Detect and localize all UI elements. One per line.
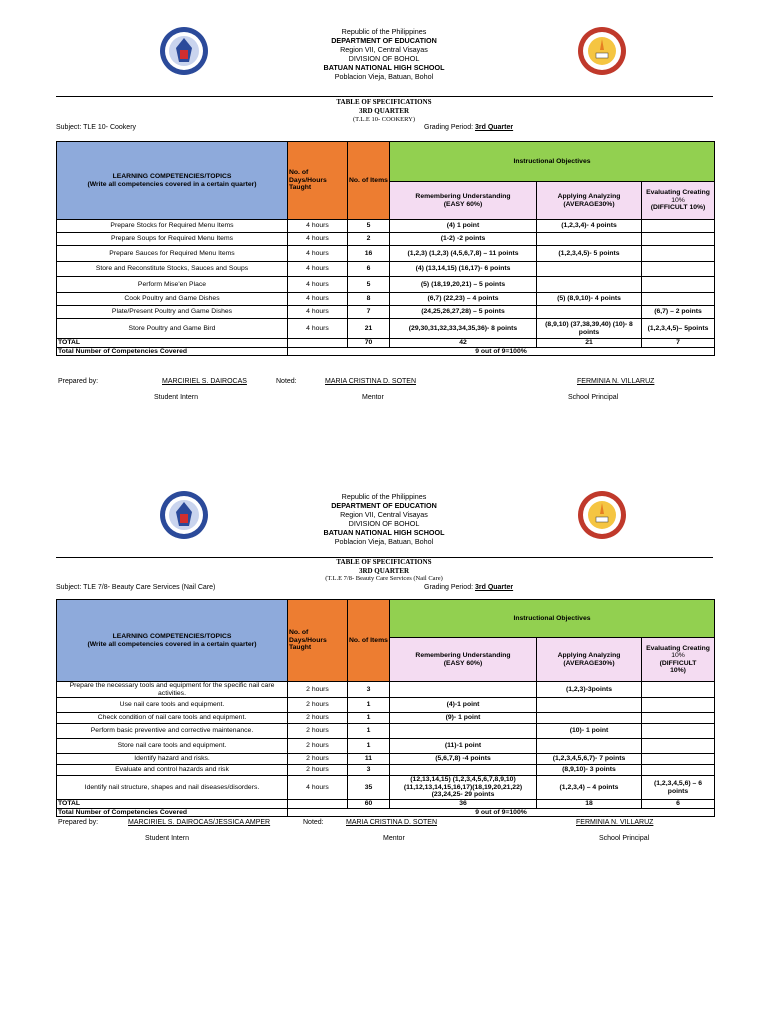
principal-name: FERMINIA N. VILLARUZ <box>577 378 655 385</box>
school-header <box>250 27 518 81</box>
tos-subtitle: (T.L.E 10- COOKERY) <box>353 116 415 123</box>
days-cell: 2 hours <box>288 765 348 776</box>
items-cell: 1 <box>348 713 390 724</box>
evaluating-cell <box>642 262 715 277</box>
header-applying: Applying Analyzing (AVERAGE30%) <box>537 182 642 220</box>
competency-cell: Prepare the necessary tools and equipment for the specific nail care activities. <box>57 682 288 698</box>
competency-cell: Perform basic preventive and corrective maintenance. <box>57 724 288 739</box>
remembering-cell: (24,25,26,27,28) – 5 points <box>390 306 537 319</box>
evaluating-cell <box>642 293 715 306</box>
table-row <box>57 277 715 293</box>
deped-line: DEPARTMENT OF EDUCATION <box>331 36 437 45</box>
prepared-name: MARCIRIEL S. DAIROCAS/JESSICA AMPER <box>128 819 271 826</box>
header-objectives: Instructional Objectives <box>390 142 715 182</box>
evaluating-cell <box>642 233 715 246</box>
tos-table <box>56 141 715 356</box>
tos-title: TABLE OF SPECIFICATIONS <box>336 558 432 566</box>
items-cell: 3 <box>348 765 390 776</box>
division-line: DIVISION OF BOHOL <box>348 54 420 63</box>
evaluating-cell <box>642 765 715 776</box>
principal-name: FERMINIA N. VILLARUZ <box>576 819 654 826</box>
prepared-label: Prepared by: <box>58 819 99 826</box>
applying-cell <box>537 262 642 277</box>
table-row <box>57 262 715 277</box>
items-cell: 5 <box>348 220 390 233</box>
evaluating-cell <box>642 754 715 765</box>
days-cell: 4 hours <box>288 306 348 319</box>
competency-cell: Prepare Sauces for Required Menu Items <box>57 246 288 262</box>
quarter-title: 3RD QUARTER <box>358 567 410 575</box>
evaluating-cell <box>642 739 715 754</box>
table-row <box>57 739 715 754</box>
header-days: No. of Days/Hours Taught <box>288 142 348 220</box>
competencies-covered-row: Total Number of Competencies Covered 9 out of 9=100% <box>57 808 715 817</box>
header-competencies: LEARNING COMPETENCIES/TOPICS (Write all competencies covered in a certain quarter) <box>57 142 288 220</box>
tos-table <box>56 599 715 817</box>
evaluating-cell <box>642 724 715 739</box>
days-cell: 2 hours <box>288 754 348 765</box>
evaluating-cell: (1,2,3,4,5,6) – 6 points <box>642 776 715 800</box>
applying-cell: (1,2,3)-3points <box>537 682 642 698</box>
evaluating-cell <box>642 277 715 293</box>
grading-period <box>424 584 513 591</box>
applying-cell: (8,9,10)- 3 points <box>537 765 642 776</box>
mentor-name: MARIA CRISTINA D. SOTEN <box>346 819 438 826</box>
applying-cell <box>537 233 642 246</box>
applying-cell: (1,2,3,4)- 4 points <box>537 220 642 233</box>
competency-cell: Store Poultry and Game Bird <box>57 319 288 339</box>
school-seal-logo <box>577 26 627 76</box>
noted-label: Noted: <box>276 378 297 385</box>
region-line: Region VII, Central Visayas <box>340 510 428 519</box>
school-name: BATUAN NATIONAL HIGH SCHOOL <box>323 528 445 537</box>
days-cell: 4 hours <box>288 277 348 293</box>
mentor-role: Mentor <box>383 835 405 842</box>
applying-cell <box>537 277 642 293</box>
competency-cell: Perform Mise'en Place <box>57 277 288 293</box>
school-address: Poblacion Vieja, Batuan, Bohol <box>334 537 434 546</box>
competency-cell: Prepare Soups for Required Menu Items <box>57 233 288 246</box>
table-row <box>57 220 715 233</box>
header-applying: Applying Analyzing (AVERAGE30%) <box>537 638 642 682</box>
deped-seal-logo <box>159 490 209 540</box>
intern-role: Student Intern <box>154 394 198 401</box>
quarter-title: 3RD QUARTER <box>358 107 410 115</box>
days-cell: 4 hours <box>288 220 348 233</box>
items-cell: 11 <box>348 754 390 765</box>
remembering-cell: (29,30,31,32,33,34,35,36)- 8 points <box>390 319 537 339</box>
division-line: DIVISION OF BOHOL <box>348 519 420 528</box>
table-row <box>57 293 715 306</box>
competency-cell: Evaluate and control hazards and risk <box>57 765 288 776</box>
header-days: No. of Days/Hours Taught <box>288 600 348 682</box>
grading-label: Grading Period: <box>424 124 474 131</box>
tos-subtitle: (T.L.E 7/8- Beauty Care Services (Nail Care) <box>325 575 443 582</box>
principal-role: School Principal <box>599 835 650 842</box>
header-evaluating: Evaluating Creating 10% (DIFFICULT 10%) <box>642 638 715 682</box>
competency-cell: Identify hazard and risks. <box>57 754 288 765</box>
deped-seal-logo <box>159 26 209 76</box>
table-row <box>57 724 715 739</box>
remembering-cell: (4)-1 point <box>390 698 537 713</box>
applying-cell: (1,2,3,4) – 4 points <box>537 776 642 800</box>
remembering-cell <box>390 682 537 698</box>
header-items: No. of Items <box>348 142 390 220</box>
remembering-cell: (1,2,3) (1,2,3) (4,5,6,7,8) – 11 points <box>390 246 537 262</box>
school-header <box>250 492 518 546</box>
items-cell: 16 <box>348 246 390 262</box>
school-name: BATUAN NATIONAL HIGH SCHOOL <box>323 63 445 72</box>
header-items: No. of Items <box>348 600 390 682</box>
evaluating-cell: (1,2,3,4,5)– 5points <box>642 319 715 339</box>
remembering-cell: (11)-1 point <box>390 739 537 754</box>
total-row: TOTAL 70 42 21 7 <box>57 339 715 348</box>
table-row <box>57 682 715 698</box>
competency-cell: Store nail care tools and equipment. <box>57 739 288 754</box>
table-row <box>57 319 715 339</box>
items-cell: 21 <box>348 319 390 339</box>
items-cell: 5 <box>348 277 390 293</box>
remembering-cell: (6,7) (22,23) – 4 points <box>390 293 537 306</box>
remembering-cell <box>390 724 537 739</box>
tos-title: TABLE OF SPECIFICATIONS <box>336 98 432 106</box>
days-cell: 2 hours <box>288 698 348 713</box>
header-remembering: Remembering Understanding (EASY 60%) <box>390 182 537 220</box>
mentor-name: MARIA CRISTINA D. SOTEN <box>325 378 417 385</box>
competency-cell: Use nail care tools and equipment. <box>57 698 288 713</box>
applying-cell: (8,9,10) (37,38,39,40) (10)- 8 points <box>537 319 642 339</box>
table-row <box>57 246 715 262</box>
items-cell: 8 <box>348 293 390 306</box>
competency-cell: Plate/Present Poultry and Game Dishes <box>57 306 288 319</box>
items-cell: 7 <box>348 306 390 319</box>
total-row: TOTAL 60 36 18 6 <box>57 800 715 809</box>
remembering-cell: (4) (13,14,15) (16,17)- 6 points <box>390 262 537 277</box>
remembering-cell: (12,13,14,15) (1,2,3,4,5,6,7,8,9,10) (11,12,13,14,15,16,17)(18,19,20,21,22) (23,24,25- 29 points <box>390 776 537 800</box>
school-seal-logo <box>577 490 627 540</box>
items-cell: 1 <box>348 724 390 739</box>
grading-period <box>424 124 513 131</box>
items-cell: 35 <box>348 776 390 800</box>
competency-cell: Cook Poultry and Game Dishes <box>57 293 288 306</box>
intern-role: Student Intern <box>145 835 189 842</box>
days-cell: 4 hours <box>288 293 348 306</box>
remembering-cell: (5,6,7,8) -4 points <box>390 754 537 765</box>
competency-cell: Store and Reconstitute Stocks, Sauces and Soups <box>57 262 288 277</box>
applying-cell: (5) (8,9,10)- 4 points <box>537 293 642 306</box>
principal-role: School Principal <box>568 394 619 401</box>
table-row <box>57 713 715 724</box>
header-divider <box>56 96 713 97</box>
evaluating-cell <box>642 713 715 724</box>
applying-cell: (1,2,3,4,5)- 5 points <box>537 246 642 262</box>
competency-cell: Prepare Stocks for Required Menu Items <box>57 220 288 233</box>
applying-cell <box>537 698 642 713</box>
mentor-role: Mentor <box>362 394 384 401</box>
table-row <box>57 233 715 246</box>
subject-label: Subject: TLE 7/8- Beauty Care Services (Nail Care) <box>56 584 216 591</box>
days-cell: 2 hours <box>288 739 348 754</box>
table-row <box>57 776 715 800</box>
region-line: Region VII, Central Visayas <box>340 45 428 54</box>
table-row <box>57 698 715 713</box>
items-cell: 2 <box>348 233 390 246</box>
header-remembering: Remembering Understanding (EASY 60%) <box>390 638 537 682</box>
table-row <box>57 754 715 765</box>
evaluating-cell <box>642 682 715 698</box>
applying-cell <box>537 739 642 754</box>
days-cell: 2 hours <box>288 713 348 724</box>
remembering-cell <box>390 765 537 776</box>
evaluating-cell <box>642 220 715 233</box>
competencies-covered-row: Total Number of Competencies Covered 9 out of 9=100% <box>57 347 715 356</box>
grading-value: 3rd Quarter <box>474 124 514 131</box>
prepared-name: MARCIRIEL S. DAIROCAS <box>162 378 247 385</box>
days-cell: 4 hours <box>288 246 348 262</box>
header-evaluating: Evaluating Creating 10% (DIFFICULT 10%) <box>642 182 715 220</box>
days-cell: 4 hours <box>288 319 348 339</box>
items-cell: 1 <box>348 698 390 713</box>
items-cell: 6 <box>348 262 390 277</box>
days-cell: 2 hours <box>288 724 348 739</box>
grading-value: 3rd Quarter <box>474 584 514 591</box>
days-cell: 2 hours <box>288 682 348 698</box>
remembering-cell: (1-2) -2 points <box>390 233 537 246</box>
days-cell: 4 hours <box>288 233 348 246</box>
applying-cell <box>537 306 642 319</box>
remembering-cell: (5) (18,19,20,21) – 5 points <box>390 277 537 293</box>
evaluating-cell <box>642 246 715 262</box>
items-cell: 3 <box>348 682 390 698</box>
table-row <box>57 306 715 319</box>
applying-cell <box>537 713 642 724</box>
applying-cell: (10)- 1 point <box>537 724 642 739</box>
grading-label: Grading Period: <box>424 584 474 591</box>
remembering-cell: (9)- 1 point <box>390 713 537 724</box>
evaluating-cell: (6,7) – 2 points <box>642 306 715 319</box>
prepared-label: Prepared by: <box>58 378 99 385</box>
competency-cell: Identify nail structure, shapes and nail diseases/disorders. <box>57 776 288 800</box>
republic-line: Republic of the Philippines <box>341 27 427 36</box>
remembering-cell: (4) 1 point <box>390 220 537 233</box>
noted-label: Noted: <box>303 819 324 826</box>
evaluating-cell <box>642 698 715 713</box>
days-cell: 4 hours <box>288 262 348 277</box>
deped-line: DEPARTMENT OF EDUCATION <box>331 501 437 510</box>
applying-cell: (1,2,3,4,5,6,7)- 7 points <box>537 754 642 765</box>
header-competencies: LEARNING COMPETENCIES/TOPICS (Write all competencies covered in a certain quarter) <box>57 600 288 682</box>
header-objectives: Instructional Objectives <box>390 600 715 638</box>
school-address: Poblacion Vieja, Batuan, Bohol <box>334 72 434 81</box>
subject-label: Subject: TLE 10- Cookery <box>56 124 137 131</box>
days-cell: 4 hours <box>288 776 348 800</box>
table-row <box>57 765 715 776</box>
items-cell: 1 <box>348 739 390 754</box>
competency-cell: Check condition of nail care tools and equipment. <box>57 713 288 724</box>
republic-line: Republic of the Philippines <box>341 492 427 501</box>
